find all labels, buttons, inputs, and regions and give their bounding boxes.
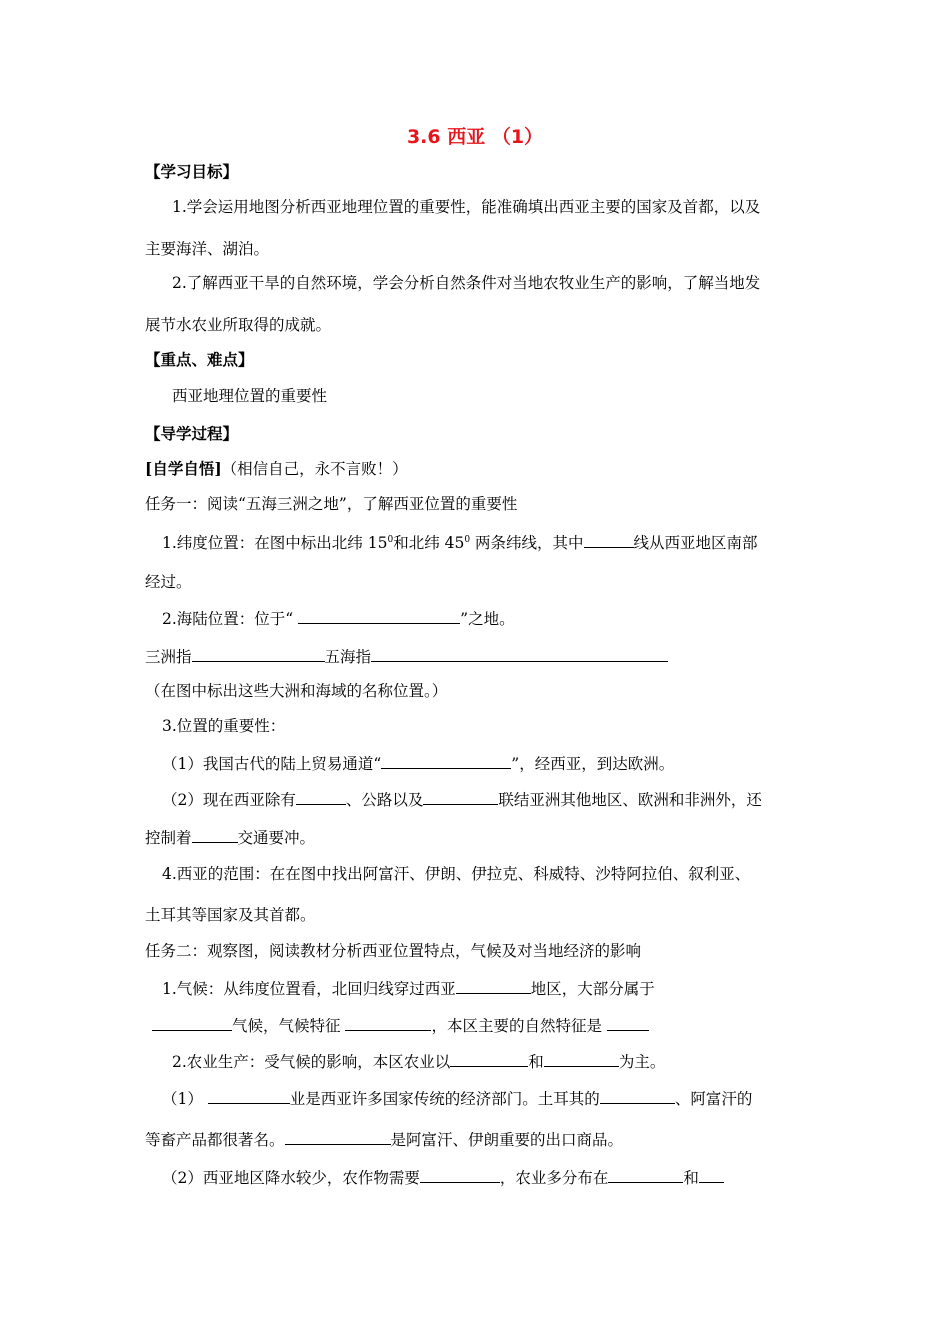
three-continents-line: [145, 645, 668, 667]
q3-2-text-e: 交通要冲。: [237, 829, 316, 847]
q1-degree-1: 0: [387, 535, 394, 545]
agriculture-1-line-2: [145, 1128, 623, 1150]
q3-2-text-d: 控制着: [145, 829, 192, 847]
agri-blank-1[interactable]: [450, 1050, 528, 1067]
climate-blank-2[interactable]: [152, 1014, 232, 1031]
agri-1-text-d: 等畜产品都很著名。: [145, 1131, 285, 1149]
question-3-2-line-2: [145, 826, 315, 848]
key-points-text: 西亚地理位置的重要性: [172, 387, 328, 405]
climate-text-b: 地区，大部分属于: [530, 980, 655, 998]
process-heading: 【导学过程】: [145, 424, 239, 443]
climate-line-1: [162, 977, 655, 999]
question-1-line-2: 经过。: [145, 573, 192, 591]
task-1-heading: 任务一：阅读“五海三洲之地”，了解西亚位置的重要性: [145, 495, 518, 513]
goal-2-line-2: 展节水农业所取得的成就。: [145, 316, 332, 334]
agri-text-c: 为主。: [618, 1053, 666, 1071]
q3-1-text-a: （1）我国古代的陆上贸易通道“: [162, 755, 382, 773]
q1-text-b: 和北纬 45: [393, 534, 465, 553]
agri-2-text-b: ，农业多分布在: [499, 1169, 609, 1187]
climate-text-c: 气候，气候特征: [232, 1017, 346, 1035]
climate-text-d: ，本区主要的自然特征是: [431, 1017, 607, 1035]
five-seas-label: 五海指: [324, 648, 372, 666]
q3-2-blank-2[interactable]: [423, 788, 498, 805]
q1-text-c: 两条纬线，其中: [470, 534, 584, 553]
q1-blank[interactable]: [584, 531, 634, 548]
agri-2-blank-3[interactable]: [699, 1166, 724, 1183]
agri-2-text-a: （2）西亚地区降水较少，农作物需要: [162, 1169, 420, 1187]
agri-2-text-c: 和: [683, 1169, 699, 1187]
q3-1-blank[interactable]: [381, 752, 511, 769]
q3-1-text-b: ”，经西亚，到达欧洲。: [511, 755, 675, 773]
agri-1-blank-3[interactable]: [285, 1128, 391, 1145]
climate-blank-4[interactable]: [607, 1014, 649, 1031]
question-2-line: [162, 607, 515, 629]
agri-2-blank-1[interactable]: [420, 1166, 500, 1183]
q3-2-text-a: （2）现在西亚除有: [162, 791, 296, 809]
goal-2-line-1: 2.了解西亚干旱的自然环境，学会分析自然条件对当地农牧业生产的影响，了解当地发: [172, 274, 761, 292]
question-3-heading: 3.位置的重要性：: [162, 717, 286, 735]
agri-1-text-c: 、阿富汗的: [674, 1090, 753, 1108]
question-1-line-1: [162, 530, 758, 553]
question-3-1-line: [162, 752, 674, 774]
agri-blank-2[interactable]: [544, 1050, 619, 1067]
q3-2-blank-1[interactable]: [296, 788, 346, 805]
five-seas-blank[interactable]: [371, 645, 668, 662]
q3-2-text-c: 联结亚洲其他地区、欧洲和非洲外，还: [498, 791, 762, 809]
climate-blank-3[interactable]: [345, 1014, 431, 1031]
agri-text-a: 2.农业生产：受气候的影响，本区农业以: [172, 1053, 451, 1071]
q2-text-b: ”之地。: [460, 610, 515, 628]
agri-2-blank-2[interactable]: [608, 1166, 683, 1183]
self-study-note: （相信自己，永不言败！）: [221, 460, 408, 478]
self-study-label: [自学自悟]: [145, 459, 222, 478]
page-title: 3.6 西亚 （1）: [406, 126, 544, 148]
question-4-line-2: 土耳其等国家及其首都。: [145, 906, 316, 924]
agri-text-b: 和: [528, 1053, 544, 1071]
question-4-line-1: 4.西亚的范围：在在图中找出阿富汗、伊朗、伊拉克、科威特、沙特阿拉伯、叙利亚、: [162, 865, 751, 883]
task-2-heading: 任务二：观察图，阅读教材分析西亚位置特点，气候及对当地经济的影响: [145, 942, 642, 960]
q1-text-d: 线从西亚地区南部: [633, 534, 758, 553]
q3-2-text-b: 、公路以及: [345, 791, 424, 809]
q2-text-a: 2.海陆位置：位于“: [162, 610, 299, 628]
q1-degree-2: 0: [464, 535, 471, 545]
agri-1-text-a: （1）: [162, 1090, 208, 1108]
agri-1-blank-2[interactable]: [600, 1087, 675, 1104]
agri-1-text-e: 是阿富汗、伊朗重要的出口商品。: [390, 1131, 624, 1149]
agri-1-blank-1[interactable]: [208, 1087, 290, 1104]
key-points-heading: 【重点、难点】: [145, 350, 254, 369]
climate-line-2: [152, 1014, 649, 1036]
q3-2-blank-3[interactable]: [192, 826, 238, 843]
goal-1-line-1: 1.学会运用地图分析西亚地理位置的重要性，能准确填出西亚主要的国家及首都，以及: [172, 198, 761, 216]
agriculture-1-line-1: [162, 1087, 752, 1109]
q2-blank[interactable]: [298, 607, 460, 624]
climate-blank-1[interactable]: [456, 977, 531, 994]
climate-text-a: 1.气候：从纬度位置看，北回归线穿过西亚: [162, 980, 456, 998]
q1-text-a: 1.纬度位置：在图中标出北纬 15: [162, 534, 388, 553]
self-study-line: [145, 459, 408, 479]
map-note: （在图中标出这些大洲和海域的名称位置。）: [145, 682, 448, 700]
question-3-2-line-1: [162, 788, 762, 810]
three-continents-blank[interactable]: [192, 645, 325, 662]
goals-heading: 【学习目标】: [145, 162, 239, 181]
three-continents-label: 三洲指: [145, 648, 192, 666]
agriculture-2-line: [162, 1166, 724, 1188]
agri-1-text-b: 业是西亚许多国家传统的经济部门。土耳其的: [289, 1090, 600, 1108]
goal-1-line-2: 主要海洋、湖泊。: [145, 240, 270, 258]
agriculture-line: [172, 1050, 665, 1072]
